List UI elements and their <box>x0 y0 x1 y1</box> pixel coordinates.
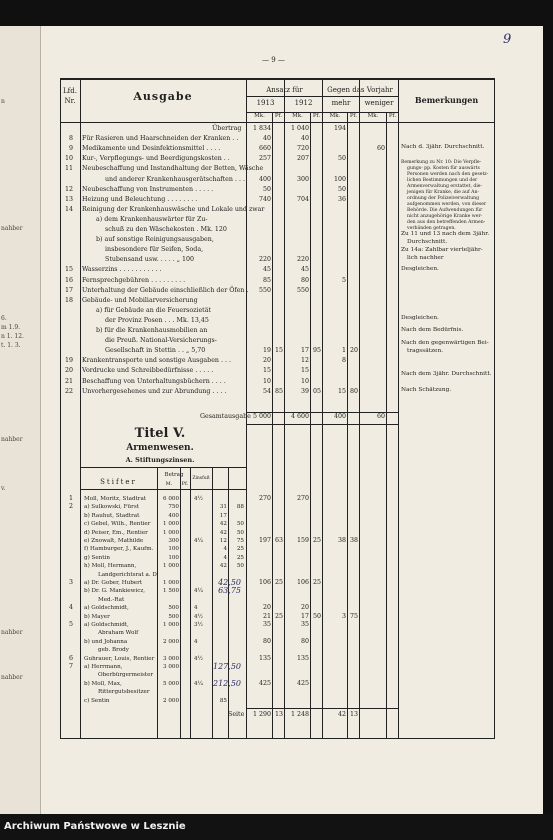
betrag-mk: 100 <box>168 554 179 561</box>
stifter-a13: 197 <box>258 537 271 544</box>
betrag-mk: 1 000 <box>162 529 179 536</box>
remark-line: Nach Schätzung. <box>401 387 452 393</box>
v-pf-3 <box>386 112 387 739</box>
row-nr: 18 <box>64 296 73 304</box>
row-a12: 15 <box>300 367 309 375</box>
zins-mk: 4 <box>223 554 227 561</box>
zinsfuss: 4¼ <box>194 680 203 687</box>
remark-line: tragssätzen. <box>407 348 444 354</box>
row-nr: 16 <box>64 276 73 284</box>
stifter-a12: 80 <box>300 637 309 645</box>
row-label: Neubeschaffung von Instrumenten . . . . . <box>82 185 214 193</box>
betrag-mk: 1 500 <box>162 588 179 595</box>
row-a12: 12 <box>300 357 309 365</box>
row-label: Gesamtausgabe <box>200 413 251 420</box>
zins-mk: 17 <box>219 512 227 519</box>
stifter-name: Guhrauer, Louis, Rentier <box>84 655 155 662</box>
row-label: Beschaffung von Unterhaltungsbüchern . . . . <box>82 377 226 385</box>
row-label: Neubeschaffung und Instandhaltung der Betten, Wäsche <box>82 165 264 173</box>
remark-line: Desgleichen. <box>401 266 439 272</box>
remark-line: jenigen für Kranke, die auf An- <box>407 190 479 195</box>
row-a13: 1 834 <box>252 125 271 132</box>
stifter-name: Oberbürgermeister <box>98 672 154 679</box>
row-a12: 39 <box>300 387 309 395</box>
row-a13: 45 <box>262 266 271 274</box>
left-strip-text: t. 1. 3. <box>1 342 21 349</box>
betrag-mk: 750 <box>168 504 179 511</box>
stifter-name: b) Dr. G. Mankiewicz, <box>84 588 146 595</box>
row-a12: 220 <box>296 256 309 264</box>
page-number: — 9 — <box>262 56 285 64</box>
row-a13: 19 <box>262 347 271 355</box>
v-nr <box>80 79 81 739</box>
row-nr: 12 <box>64 185 73 193</box>
stifter-name: b) Rauhut, Stadtrat <box>84 512 140 519</box>
row-label: Heizung und Beleuchtung . . . . . . . . <box>82 195 198 203</box>
betrag-mk: 3 000 <box>162 664 179 670</box>
rule-top <box>60 78 495 80</box>
rule-sec1-bottom <box>247 424 398 425</box>
row-label: Gesellschaft in Stettin . . „ 5,70 <box>105 347 206 355</box>
remark-line: Zu 14a: Zahlbar vierteljähr- <box>401 247 483 253</box>
stifter-nr: 5 <box>68 621 73 628</box>
row-label: a) für Gebäude an die Feuersozietät <box>96 306 211 314</box>
betrag-mk: 5 000 <box>162 680 179 687</box>
zins-mk: 42 <box>219 521 227 528</box>
row-a12: 4 600 <box>290 413 309 420</box>
left-strip-text: 6. <box>1 315 7 322</box>
row-nr: 17 <box>64 286 73 294</box>
left-strip-text: nahber <box>1 674 23 681</box>
zinsfuss: 4 <box>194 638 198 645</box>
row-mehr: 1 <box>341 347 346 355</box>
row-a13: 400 <box>258 175 271 183</box>
archive-name: Archiwum Państwowe w Lesznie <box>4 821 186 832</box>
rule-bemerk-header <box>399 122 495 123</box>
zinsfuss: 4½ <box>194 655 203 662</box>
v-left <box>60 79 61 739</box>
row-label: Unvorhergesehenes und zur Abrundung . . . . <box>82 387 227 395</box>
row-a12: 1 040 <box>290 125 309 132</box>
stifter-a12: 35 <box>300 621 309 628</box>
row-a13: 50 <box>262 185 271 193</box>
row-nr: 19 <box>64 357 73 365</box>
row-a12: 80 <box>300 276 309 284</box>
row-mehrp: 80 <box>349 387 358 395</box>
row-a12p: 95 <box>312 347 321 355</box>
header-1912: 1912 <box>294 99 313 107</box>
unit-head: Mk. <box>254 113 265 119</box>
stifter-nr: 2 <box>68 503 73 511</box>
header-lfd: Lfd. <box>63 87 77 95</box>
unit-head: Pf. <box>349 113 358 119</box>
row-label: schuß zu den Wäschekosten . Mk. 120 <box>105 226 227 233</box>
section-subtitle: Armenwesen. <box>126 443 194 453</box>
row-wen: 60 <box>376 145 385 153</box>
zins-pf: 25 <box>236 546 244 553</box>
stifter-head: Stifter <box>100 478 137 486</box>
remark-line: Bemerkung zu Nr. 10: Die Verpfle- <box>401 160 482 165</box>
row-nr: 21 <box>64 377 73 385</box>
row-nr: 9 <box>68 145 73 153</box>
stifter-name: c) Sentin <box>84 697 110 704</box>
row-label: b) auf sonstige Reinigungsausgaben, <box>96 236 214 244</box>
remark-line: lich nachher <box>407 255 444 261</box>
header-gegen: Gegen das Vorjahr <box>327 86 393 94</box>
stifter-a12: 17 <box>300 612 309 620</box>
zins-pf: 88 <box>236 504 244 511</box>
header-1913: 1913 <box>256 99 275 107</box>
unit-head: Mk. <box>367 113 379 119</box>
betrag-mk: 6 000 <box>162 496 179 502</box>
remark-line: Nach den gegenwärtigen Bei- <box>401 340 489 346</box>
archive-footer <box>0 814 553 840</box>
zins-mk: 42,50 <box>218 578 241 587</box>
row-label: Für Rasieren und Haarschneiden der Kranken . . <box>82 135 239 143</box>
unit-head: Pf. <box>274 113 283 119</box>
remark-line: Durchschnitt. <box>407 239 448 245</box>
row-a13: 550 <box>258 286 271 294</box>
zinsfuss: 3½ <box>194 622 203 628</box>
remark-line: Nach d. 3jähr. Durchschnitt. <box>401 144 485 150</box>
row-a12: 10 <box>300 377 309 385</box>
row-label: und anderer Krankenhausgerätschaften . . . <box>105 175 245 183</box>
zinsfuss: 4½ <box>194 496 203 502</box>
row-label: Übertrag <box>212 125 242 132</box>
row-label: Krankentransporte und sonstige Ausgaben . . . <box>82 357 231 365</box>
betrag-mk: 1 000 <box>162 622 179 628</box>
remark-line: aufgenommen werden, von dieser <box>407 202 487 207</box>
stifter-name: Landgerichtsrat a. D. <box>98 571 159 578</box>
row-label: Wasserzins . . . . . . . . . . . <box>82 266 162 274</box>
betrag-mk: 1 000 <box>162 521 179 528</box>
row-a12: 40 <box>300 135 309 143</box>
stifter-name: b) Mayer <box>84 613 110 620</box>
betrag-mk: 300 <box>168 538 179 544</box>
section-title: Titel V. <box>134 426 186 441</box>
betrag-mk: 3 000 <box>162 655 179 662</box>
header-ansatz: Ansatz für <box>266 86 303 94</box>
row-a12: 704 <box>296 195 309 203</box>
stifter-a13p: 25 <box>274 612 283 620</box>
zinsfuss: 4 <box>194 605 198 612</box>
stifter-name: g) Sentin <box>84 554 110 561</box>
row-a12: 207 <box>296 155 309 163</box>
row-a12: 720 <box>296 145 309 153</box>
left-strip-text: nahber <box>1 225 23 232</box>
zins-pf: 50 <box>236 563 244 570</box>
stifter-nr: 1 <box>68 495 73 502</box>
row-nr: 13 <box>64 195 73 203</box>
stifter-a13: 35 <box>262 621 271 628</box>
betrag-mk: 500 <box>168 605 179 612</box>
zins-mk: 85 <box>219 697 227 704</box>
left-strip-text: nahber <box>1 629 23 636</box>
zinsfuss-head: Zinsfuß <box>192 476 210 481</box>
stifter-mehr: 3 <box>341 612 346 620</box>
betrag-mk: 1 000 <box>162 580 179 586</box>
zins-pf: 50 <box>236 521 244 528</box>
header-weniger: weniger <box>364 99 394 107</box>
stifter-name: d) Peiser, Em., Rentier <box>84 529 148 536</box>
section-sub: A. Stiftungszinsen. <box>125 456 195 464</box>
stifter-nr: 3 <box>68 579 73 586</box>
stifter-a12p: 25 <box>312 537 321 544</box>
row-nr: 22 <box>64 387 73 395</box>
remark-line: ordnung der Polizeiverwaltung <box>407 196 480 201</box>
row-mehr: 8 <box>341 357 346 365</box>
stifter-mehrp: 13 <box>349 711 358 718</box>
stifter-a13: 425 <box>258 679 271 687</box>
row-a13: 20 <box>262 357 271 365</box>
stifter-name: a) Goldschmidt, <box>84 605 129 612</box>
stifter-a13: 1 290 <box>252 711 271 718</box>
stifter-name: Abraham Wolf <box>98 630 139 637</box>
row-a12: 45 <box>300 266 309 274</box>
stifter-name: a) Sulkowski, Fürst <box>84 504 139 511</box>
row-a12p: 05 <box>312 387 321 395</box>
row-nr: 15 <box>64 266 73 274</box>
stifter-name: Moll, Moritz, Stadtrat <box>84 496 147 502</box>
betrag-mk: 100 <box>168 546 179 553</box>
row-mehr: 194 <box>333 125 346 132</box>
remark-line: Behörde. Die Aufwendungen für <box>407 208 483 213</box>
stifter-mehr: 38 <box>337 537 346 544</box>
v-right <box>494 79 495 739</box>
row-a13: 85 <box>262 276 271 284</box>
zins-pf: 25 <box>236 554 244 561</box>
row-label: insbesondere für Seifen, Soda, <box>105 246 204 254</box>
left-strip-text: n <box>1 98 5 105</box>
stifter-name: b) Moll, Max, <box>84 680 122 687</box>
rule-stifter-head <box>80 489 246 490</box>
row-label: Kur-, Verpflegungs- und Beerdigungskosten . . <box>82 155 230 163</box>
zins-mk: 63,75 <box>218 586 241 596</box>
row-nr: 14 <box>64 205 73 213</box>
stifter-a12p: 25 <box>312 579 321 586</box>
adjacent-page-strip <box>0 26 41 814</box>
v-betrag-pf <box>180 467 181 739</box>
zinsfuss: 4¼ <box>194 538 203 544</box>
stifter-a12: 106 <box>296 579 309 586</box>
row-mehr: 50 <box>337 155 346 163</box>
stifter-a13: 135 <box>258 654 271 662</box>
stifter-name: a) Goldschmidt, <box>84 622 129 628</box>
zins-mk: 42 <box>219 563 227 570</box>
betrag-mk: 2 000 <box>162 697 179 704</box>
row-mehr: 15 <box>337 387 346 395</box>
rule-stifter-top <box>80 467 246 468</box>
betrag-mk: 500 <box>168 613 179 620</box>
stifter-name: f) Hamburger, J., Kaufm. <box>84 546 154 553</box>
remark-line: nicht anzugehörige Kranke wer- <box>407 214 483 219</box>
zins-pf: 75 <box>236 538 244 544</box>
zins-mk: 4 <box>223 546 227 553</box>
rule-seite-top <box>247 708 398 709</box>
stifter-nr: 7 <box>68 663 73 670</box>
stifter-a12: 1 248 <box>290 711 309 718</box>
betrag-pf-head: Pf. <box>181 481 189 487</box>
stifter-a13p: 13 <box>274 711 283 718</box>
stifter-a13: 20 <box>262 604 271 612</box>
unit-head: Pf. <box>388 113 397 119</box>
row-a13: 740 <box>258 195 271 203</box>
unit-head: Mk. <box>292 113 303 119</box>
v-pf-0 <box>272 112 273 739</box>
stifter-mehrp: 38 <box>349 537 358 544</box>
left-strip-text: n 1. 12. <box>1 333 24 340</box>
left-strip-text: v. <box>1 485 6 492</box>
row-a13: 54 <box>262 387 271 395</box>
row-label: Stubensand usw. . . . . „ 100 <box>105 256 195 264</box>
row-label: Fernsprechgebühren . . . . . . . . . <box>82 276 186 284</box>
row-a12: 550 <box>296 286 309 294</box>
row-a13: 660 <box>258 145 271 153</box>
stifter-mehrp: 75 <box>349 612 358 620</box>
rule-bottom <box>60 738 495 739</box>
row-label: Gebäude- und Mobiliarversicherung <box>82 296 198 304</box>
row-label: die Preuß. National-Versicherungs- <box>105 337 217 345</box>
row-label: Vordrucke und Schreibbedürfnisse . . . . . <box>82 367 214 375</box>
header-bemerkungen: Bemerkungen <box>414 95 479 105</box>
stifter-a12p: 50 <box>312 612 321 620</box>
stifter-nr: 4 <box>68 604 73 612</box>
row-a13: 15 <box>262 367 271 375</box>
stifter-name: Med.-Rat <box>98 596 125 603</box>
zins-mk: 12 <box>219 538 227 544</box>
remark-line: Personen werden nach den gesetz- <box>407 172 489 177</box>
row-nr: 8 <box>68 135 73 143</box>
header-nr: Nr. <box>64 97 76 105</box>
stifter-a13: 270 <box>258 495 271 502</box>
v-mehr <box>359 79 360 739</box>
row-mehr: 5 <box>341 276 346 284</box>
row-label: Reinigung der Krankenhauswäsche und Lokale und zwar <box>82 205 265 213</box>
rule-header-bottom <box>60 122 399 123</box>
row-a13p: 85 <box>274 387 283 395</box>
stifter-a13: 21 <box>262 612 271 620</box>
stifter-name: a) Herrmann, <box>84 664 123 670</box>
stifter-a12: 20 <box>300 604 309 612</box>
stifter-name: h) Moll, Hermann, <box>84 563 137 570</box>
stifter-mehr: 42 <box>337 711 346 718</box>
v-betrag <box>190 467 191 739</box>
stifter-label: Seite <box>228 711 245 718</box>
row-nr: 11 <box>64 165 73 173</box>
betrag-head: Betrag <box>164 472 184 478</box>
stifter-a12: 159 <box>296 537 309 544</box>
row-wen: 60 <box>376 413 385 420</box>
stifter-a13p: 63 <box>274 537 283 544</box>
stifter-a13: 106 <box>258 579 271 586</box>
stifter-name: b) und Johanna <box>84 638 128 645</box>
row-mehr: 100 <box>333 175 346 183</box>
row-label: a) dem Krankenhauswärter für Zu- <box>96 215 208 223</box>
row-mehr: 36 <box>337 195 346 203</box>
zins-mk: 127,50 <box>213 662 241 671</box>
remark-line: Nach dem Bedürfnis. <box>401 327 464 333</box>
v-pf-2 <box>347 112 348 739</box>
zins-mk: 212,50 <box>213 678 241 688</box>
row-mehr: 400 <box>333 413 346 420</box>
remark-line: verbänden getragen. <box>407 226 456 231</box>
remark-line: Desgleichen. <box>401 315 439 321</box>
stifter-name: Rittergutsbesitzer <box>98 689 150 696</box>
v-pf-1 <box>310 112 311 739</box>
row-a13: 257 <box>258 155 271 163</box>
remark-line: Nach dem 3jähr. Durchschnitt. <box>401 371 492 377</box>
betrag-mk: 400 <box>168 512 179 519</box>
betrag-mk: 1 000 <box>162 563 179 570</box>
row-nr: 10 <box>64 155 73 163</box>
stifter-a13: 80 <box>262 637 271 645</box>
zins-mk: 31 <box>219 504 227 511</box>
betrag-mk-head: M. <box>165 481 173 487</box>
row-a13: 5 000 <box>252 413 271 420</box>
row-mehrp: 20 <box>349 347 358 355</box>
row-a13: 10 <box>262 377 271 385</box>
row-a13p: 15 <box>274 347 283 355</box>
remark-line: Armenverwaltung erstattet, die- <box>407 184 483 189</box>
remark-line: gungs- pp. Kosten für auswärts <box>407 166 480 171</box>
stifter-name: e) Znowalt, Mathilde <box>84 538 144 544</box>
left-strip-text: m 1.9. <box>1 324 21 331</box>
unit-head: Pf. <box>312 113 321 119</box>
stifter-name: c) Gebel, Wilh., Rentier <box>84 521 151 528</box>
stifter-a13p: 25 <box>274 579 283 586</box>
stifter-a12: 135 <box>296 654 309 662</box>
remark-line: den aus den betreffenden Armen- <box>407 220 486 225</box>
left-strip-text: nahber <box>1 436 23 443</box>
zinsfuss: 4½ <box>194 613 203 620</box>
betrag-mk: 2 000 <box>162 638 179 645</box>
v-weniger <box>398 79 399 739</box>
header-mehr: mehr <box>331 99 351 107</box>
stifter-nr: 6 <box>68 654 73 662</box>
row-nr: 20 <box>64 367 73 375</box>
stifter-a12: 425 <box>296 679 309 687</box>
row-label: der Provinz Posen . . . Mk. 13,45 <box>105 316 209 324</box>
remark-line: Zu 11 und 13 nach dem 3jähr. <box>401 231 490 237</box>
unit-head: Mk. <box>329 113 341 119</box>
row-label: Medikamente und Desinfektionsmittel . . . . <box>82 145 221 153</box>
remark-line: lichen Bestimmungen und der <box>407 178 478 183</box>
stifter-a12: 270 <box>296 495 309 502</box>
row-mehr: 50 <box>337 185 346 193</box>
zins-mk: 42 <box>219 529 227 536</box>
row-label: b) für die Krankenhausmobilien an <box>96 327 208 334</box>
zins-pf: 50 <box>236 529 244 536</box>
zinsfuss: 4¼ <box>194 588 203 595</box>
row-a13: 220 <box>258 256 271 264</box>
handwritten-page-number: 9 <box>503 32 512 47</box>
row-a12: 17 <box>300 347 309 355</box>
stifter-name: geb. Brody <box>98 647 129 654</box>
header-ausgabe: Ausgabe <box>133 90 193 103</box>
row-a12: 300 <box>296 175 309 183</box>
row-a13: 40 <box>262 135 271 143</box>
row-label: Unterhaltung der Gebäude einschließlich der Öfen . <box>82 286 249 294</box>
stifter-name: a) Dr. Gober, Hubert <box>84 580 143 586</box>
